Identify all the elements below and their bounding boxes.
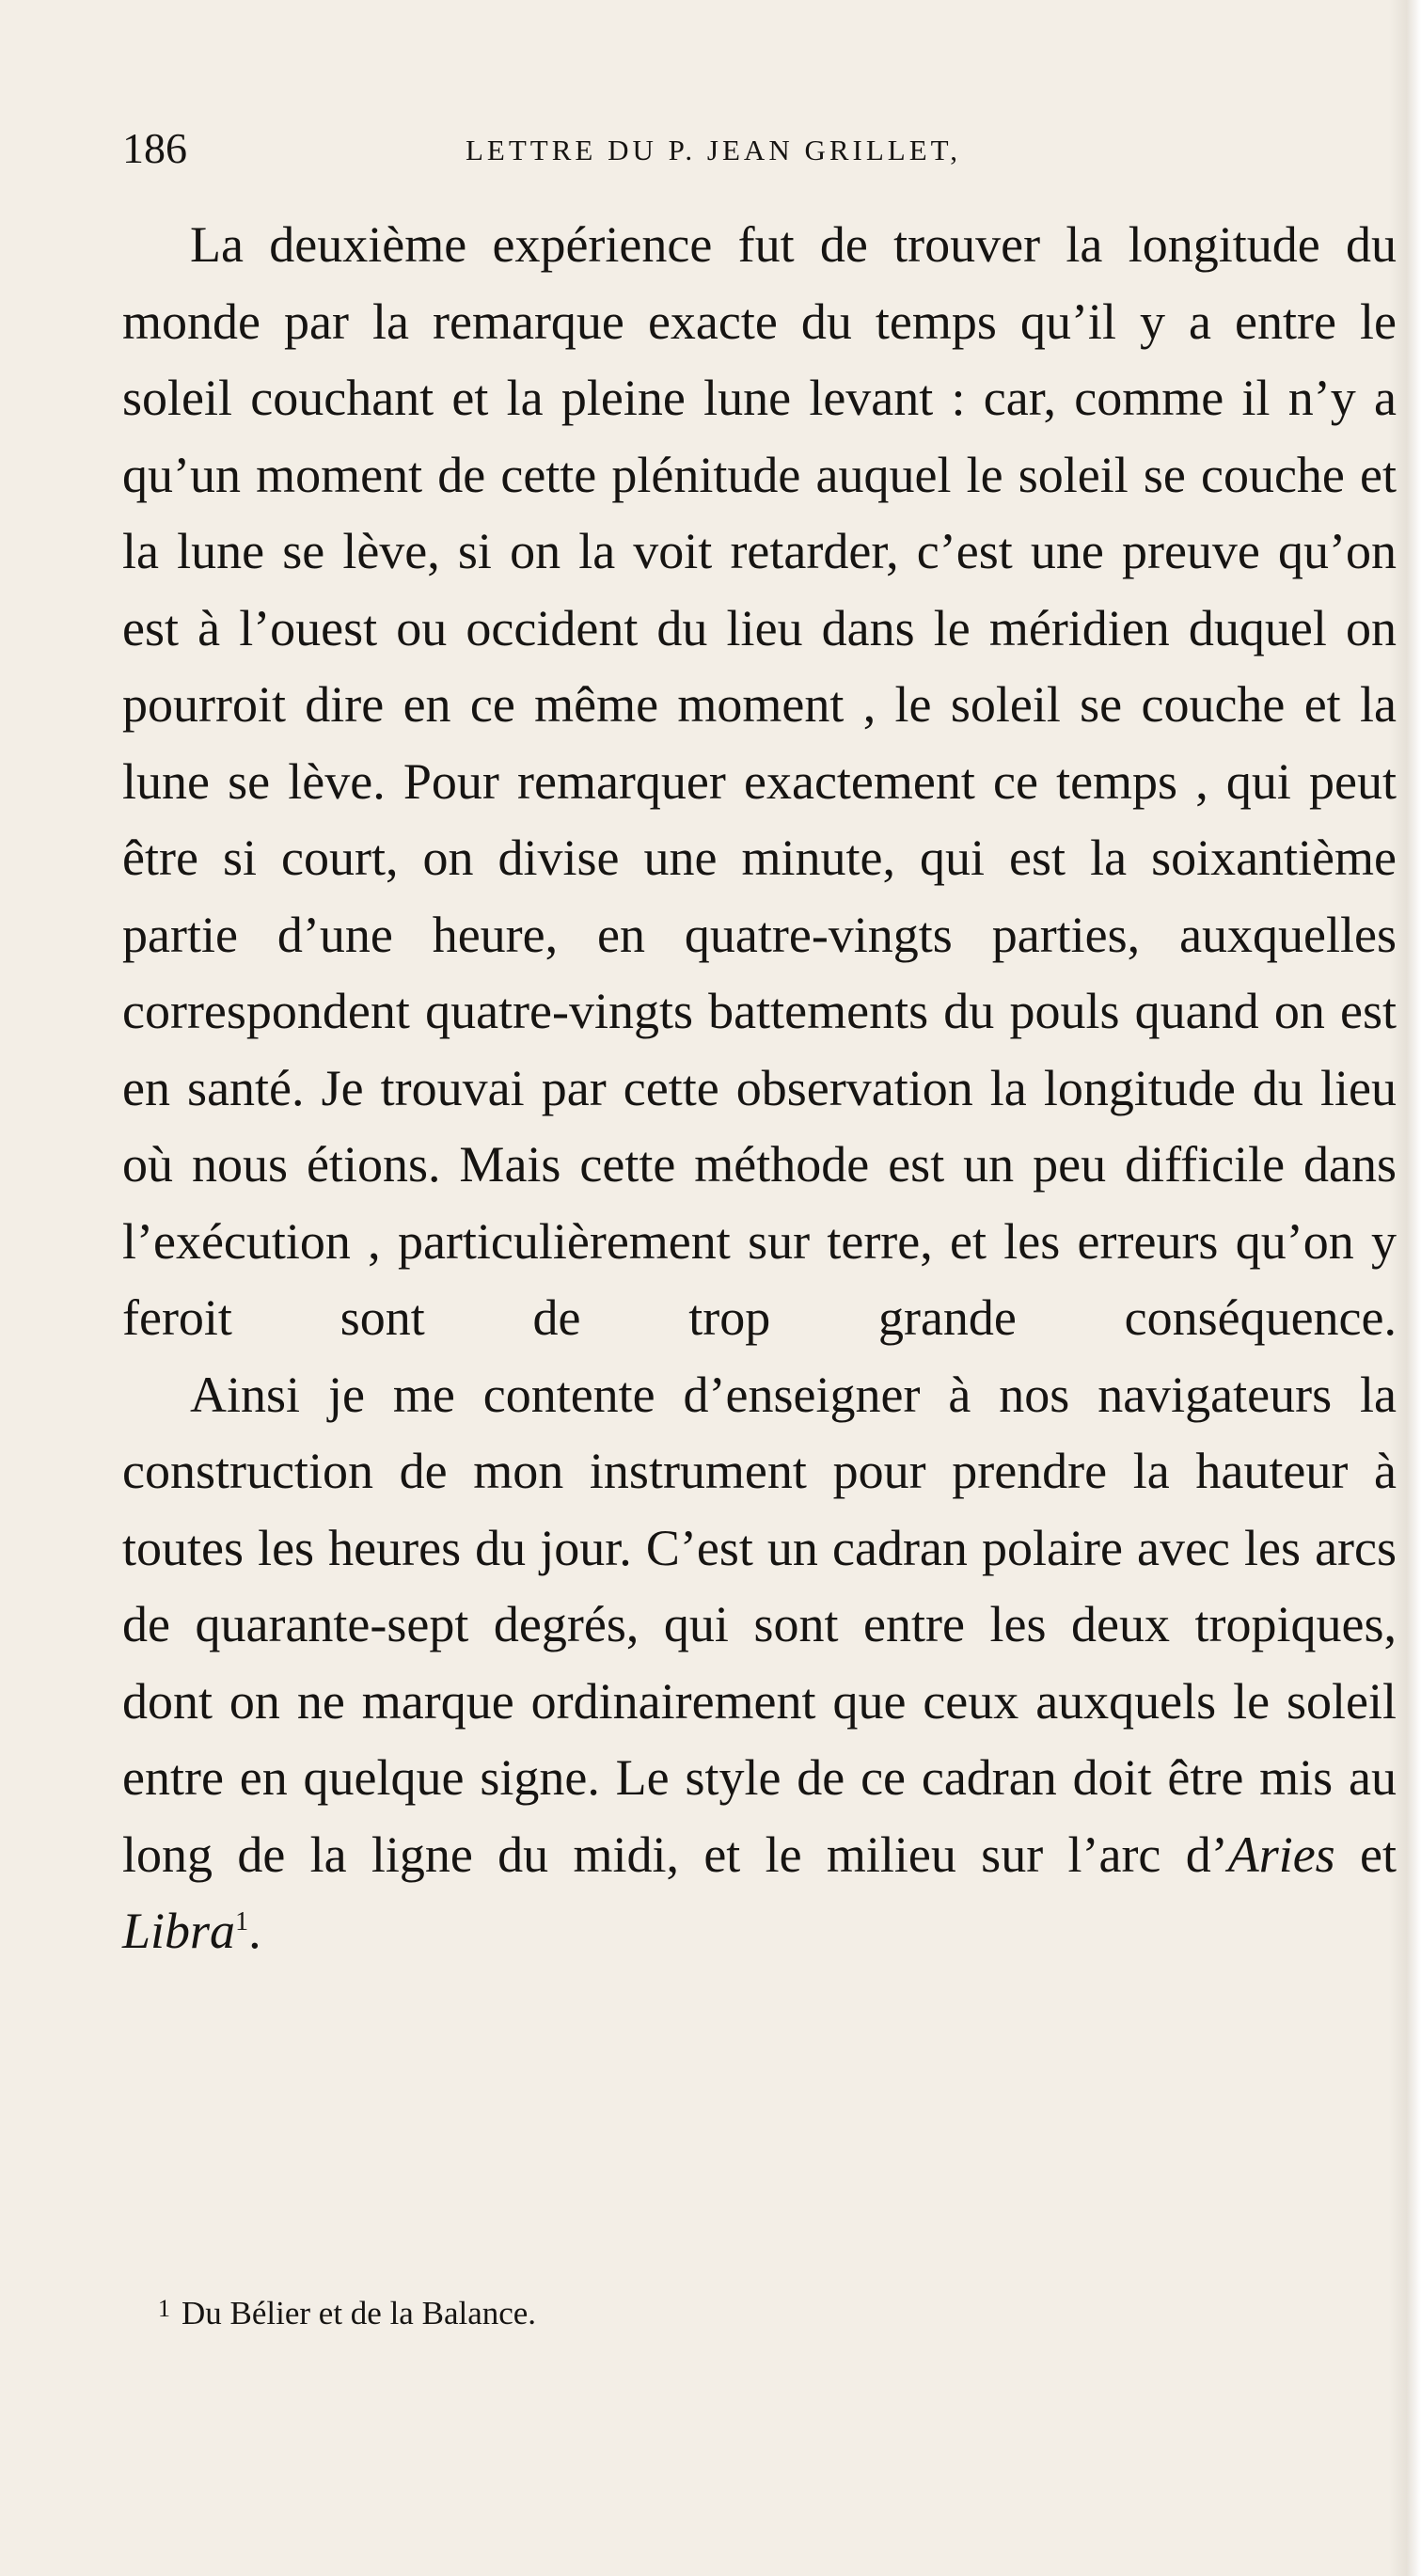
footnote	[158, 2281, 536, 2342]
term-aries: Aries	[1227, 1825, 1335, 1883]
running-head: LETTRE DU P. JEAN GRILLET,	[466, 134, 962, 166]
page-header	[122, 119, 1397, 179]
paragraph-2	[122, 1357, 1397, 1970]
footnote-ref: 1	[235, 1907, 249, 1936]
paragraph-2-text: Ainsi je me contente d’enseigner à nos navigateurs la construction de mon instrument pour prendre la hauteur à toutes les heures du jour. C’est un cadran polaire avec les arcs de quarante-sept degrés, qui sont entre les deux tropiques, dont on ne marque ordinairement que ceux auxquels le soleil entre en quelque signe. Le style de ce cadran doit être mis au long de la ligne du midi, et le milieu sur l’arc d’	[122, 1366, 1397, 1883]
body-text	[122, 207, 1397, 1970]
term-libra: Libra	[122, 1903, 236, 1959]
footnote-marker: 1	[158, 2295, 170, 2322]
paragraph-1: La deuxième expérience fut de trouver la longitude du monde par la remarque exacte du temps qu’il y a entre le soleil couchant et la pleine lune levant : car, comme il n’y a qu’un moment de cette plénitude auquel le soleil se couche et la lune se lève, si on la voit retarder, c’est une preuve qu’on est à l’ouest ou occident du lieu dans le méridien duquel on pourroit dire en ce même moment , le soleil se couche et la lune se lève. Pour remarquer exactement ce temps , qui peut être si court, on divise une minute, qui est la soixantième partie d’une heure, en quatre-vingts parties, auxquelles correspondent quatre-vingts battements du pouls quand on est en santé. Je trouvai par cette observation la longitude du lieu où nous étions. Mais cette méthode est un peu difficile dans l’exécution , particulièrement sur terre, et les erreurs qu’on y feroit sont de trop grande conséquence.	[122, 216, 1397, 1346]
page-number: 186	[122, 124, 187, 172]
term-conj: et	[1334, 1825, 1397, 1883]
footnote-text: Du Bélier et de la Balance.	[182, 2295, 537, 2331]
paragraph-2-end: .	[248, 1903, 261, 1959]
